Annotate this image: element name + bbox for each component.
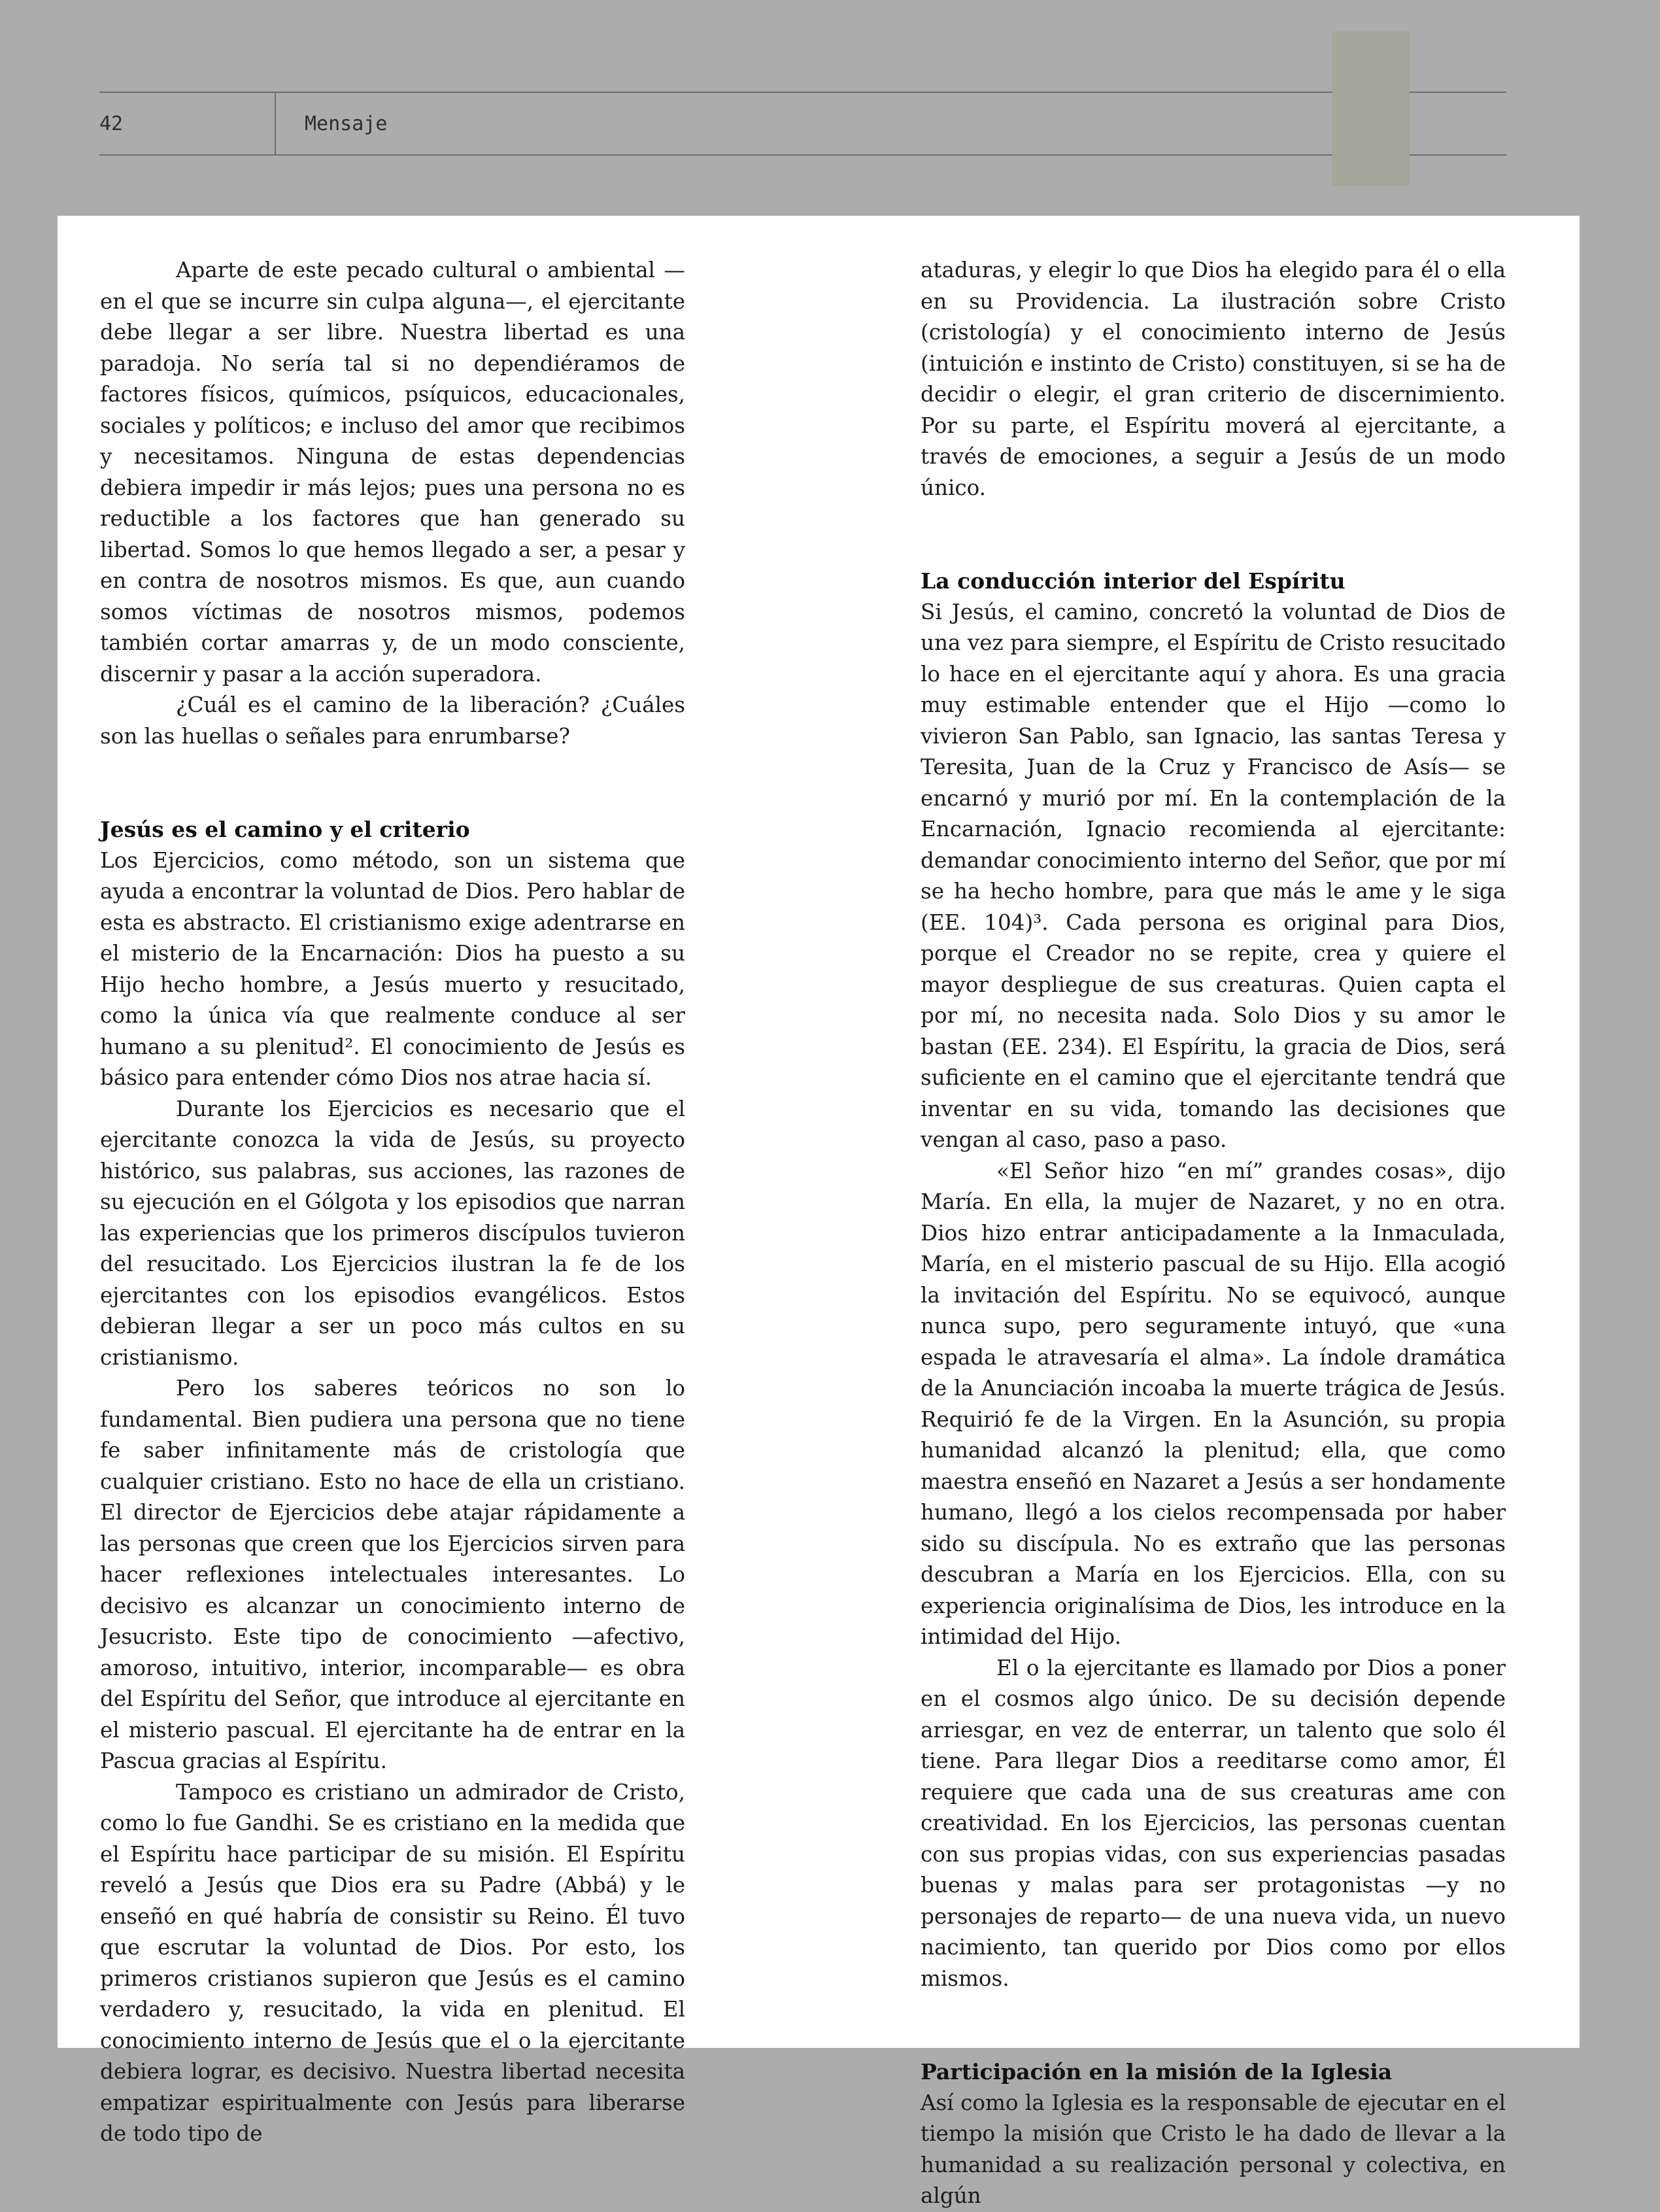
header-bottom-rule (99, 154, 1506, 156)
paragraph: Pero los saberes teóricos no son lo fundamental. Bien pudiera una persona que no tiene fe saber infinitamente más de cristología que cualquier cristiano. Esto no hace de ella un cristiano. El director de Ejercicios debe atajar rápidamente a las personas que creen que los Ejercicios sirven para hacer reflexiones intelectuales interesantes. Lo decisivo es alcanzar un conocimiento interno de Jesucristo. Este tipo de conocimiento —afectivo, amoroso, intuitivo, interior, incomparable— es obra del Espíritu del Señor, que introduce al ejercitante en el misterio pascual. El ejercitante ha de entrar en la Pascua gracias al Espíritu. (100, 1376, 685, 1773)
chapter-tab-marker (1332, 31, 1410, 186)
paragraph: Tampoco es cristiano un admirador de Cristo, como lo fue Gandhi. Se es cristiano en la medida que el Espíritu hace participar de su misión. El Espíritu reveló a Jesús que Dios era su Padre (Abbá) y le enseñó en qué habría de consistir su Reino. Él tuvo que escrutar la voluntad de Dios. Por esto, los primeros cristianos supieron que Jesús es el camino verdadero y, resucitado, la vida en plenitud. El conocimiento interno de Jesús que el o la ejercitante debiera lograr, es decisivo. Nuestra libertad necesita empatizar espiritualmente con Jesús para liberarse de todo tipo de (100, 1779, 685, 2146)
left-column (100, 255, 685, 2150)
paragraph: Los Ejercicios, como método, son un sistema que ayuda a encontrar la voluntad de Dios. Pero hablar de esta es abstracto. El cristianismo exige adentrarse en el misterio de la Encarnación: Dios ha puesto a su Hijo hecho hombre, a Jesús muerto y resucitado, como la única vía que realmente conduce al ser humano a su plenitud². El conocimiento de Jesús es básico para entender cómo Dios nos atrae hacia sí. (100, 847, 685, 1090)
paragraph: ¿Cuál es el camino de la liberación? ¿Cuáles son las huellas o señales para enrumbarse? (100, 692, 685, 749)
paragraph: Durante los Ejercicios es necesario que el ejercitante conozca la vida de Jesús, su proyecto histórico, sus palabras, sus acciones, las razones de su ejecución en el Gólgota y los episodios que narran las experiencias que los primeros discípulos tuvieron del resucitado. Los Ejercicios ilustran la fe de los ejercitantes con los episodios evangélicos. Estos debieran llegar a ser un poco más cultos en su cristianismo. (100, 1096, 685, 1370)
section-heading: Jesús es el camino y el criterio (100, 817, 470, 842)
header-top-rule (99, 92, 1506, 93)
page-body (58, 216, 1580, 2208)
paragraph: «El Señor hizo “en mí” grandes cosas», dijo María. En ella, la mujer de Nazaret, y no en otra. Dios hizo entrar anticipadamente a la Inmaculada, María, en el misterio pascual de su Hijo. Ella acogió la invitación del Espíritu. No se equivocó, aunque nunca supo, pero seguramente intuyó, que «una espada le atravesaría el alma». La índole dramática de la Anunciación incoaba la muerte trágica de Jesús. Requirió fe de la Virgen. En la Asunción, su propia humanidad alcanzó la plenitud; ella, que como maestra enseñó en Nazaret a Jesús a ser hondamente humano, llegó a los cielos recompensada por haber sido su discípula. No es extraño que las personas descubran a María en los Ejercicios. Ella, con su experiencia originalísima de Dios, les introduce en la intimidad del Hijo. (921, 1158, 1506, 1649)
paragraph: Así como la Iglesia es la responsable de ejecutar en el tiempo la misión que Cristo le ha dado de llevar a la humanidad a su realización personal y colectiva, en algún (921, 2090, 1506, 2208)
paragraph: El o la ejercitante es llamado por Dios a poner en el cosmos algo único. De su decisión depende arriesgar, en vez de enterrar, un talento que solo él tiene. Para llegar Dios a reeditarse como amor, Él requiere que cada una de sus creaturas ame con creatividad. En los Ejercicios, las personas cuentan con sus propias vidas, con sus experiencias pasadas buenas y malas para ser protagonistas —y no personajes de reparto— de una nueva vida, un nuevo nacimiento, tan querido por Dios como por ellos mismos. (921, 1655, 1506, 1991)
section-heading: Participación en la misión de la Iglesia (921, 2059, 1393, 2084)
paragraph: Si Jesús, el camino, concretó la voluntad de Dios de una vez para siempre, el Espíritu de Cristo resucitado lo hace en el ejercitante aquí y ahora. Es una gracia muy estimable entender que el Hijo —como lo vivieron San Pablo, san Ignacio, las santas Teresa y Teresita, Juan de la Cruz y Francisco de Asís— se encarnó y murió por mí. En la contemplación de la Encarnación, Ignacio recomienda al ejercitante: demandar conocimiento interno del Señor, que por mí se ha hecho hombre, para que más le ame y le siga (EE. 104)³. Cada persona es original para Dios, porque el Creador no se repite, crea y quiere el mayor despliegue de sus creaturas. Quien capta el por mí, no necesita nada. Solo Dios y su amor le bastan (EE. 234). El Espíritu, la gracia de Dios, será suficiente en el camino que el ejercitante tendrá que inventar en su vida, tomando las decisiones que vengan al caso, paso a paso. (921, 599, 1506, 1152)
paragraph: ataduras, y elegir lo que Dios ha elegido para él o ella en su Providencia. La ilustración sobre Cristo (cristología) y el conocimiento interno de Jesús (intuición e instinto de Cristo) constituyen, si se ha de decidir o elegir, el gran criterio de discernimiento. Por su parte, el Espíritu moverá al ejercitante, a través de emociones, a seguir a Jesús de un modo único. (921, 258, 1506, 500)
running-header-section: Mensaje (305, 112, 388, 135)
header-divider (275, 93, 276, 156)
paragraph: Aparte de este pecado cultural o ambiental —en el que se incurre sin culpa alguna—, el ejercitante debe llegar a ser libre. Nuestra libertad es una paradoja. No sería tal si no dependiéramos de factores físicos, químicos, psíquicos, educacionales, sociales y políticos; e incluso del amor que recibimos y necesitamos. Ninguna de estas dependencias debiera impedir ir más lejos; pues una persona no es reductible a los factores que han generado su libertad. Somos lo que hemos llegado a ser, a pesar y en contra de nosotros mismos. Es que, aun cuando somos víctimas de nosotros mismos, podemos también cortar amarras y, de un modo consciente, discernir y pasar a la acción superadora. (100, 258, 685, 687)
right-column (921, 255, 1506, 2212)
page-number: 42 (99, 112, 124, 135)
section-heading: La conducción interior del Espíritu (921, 568, 1346, 594)
